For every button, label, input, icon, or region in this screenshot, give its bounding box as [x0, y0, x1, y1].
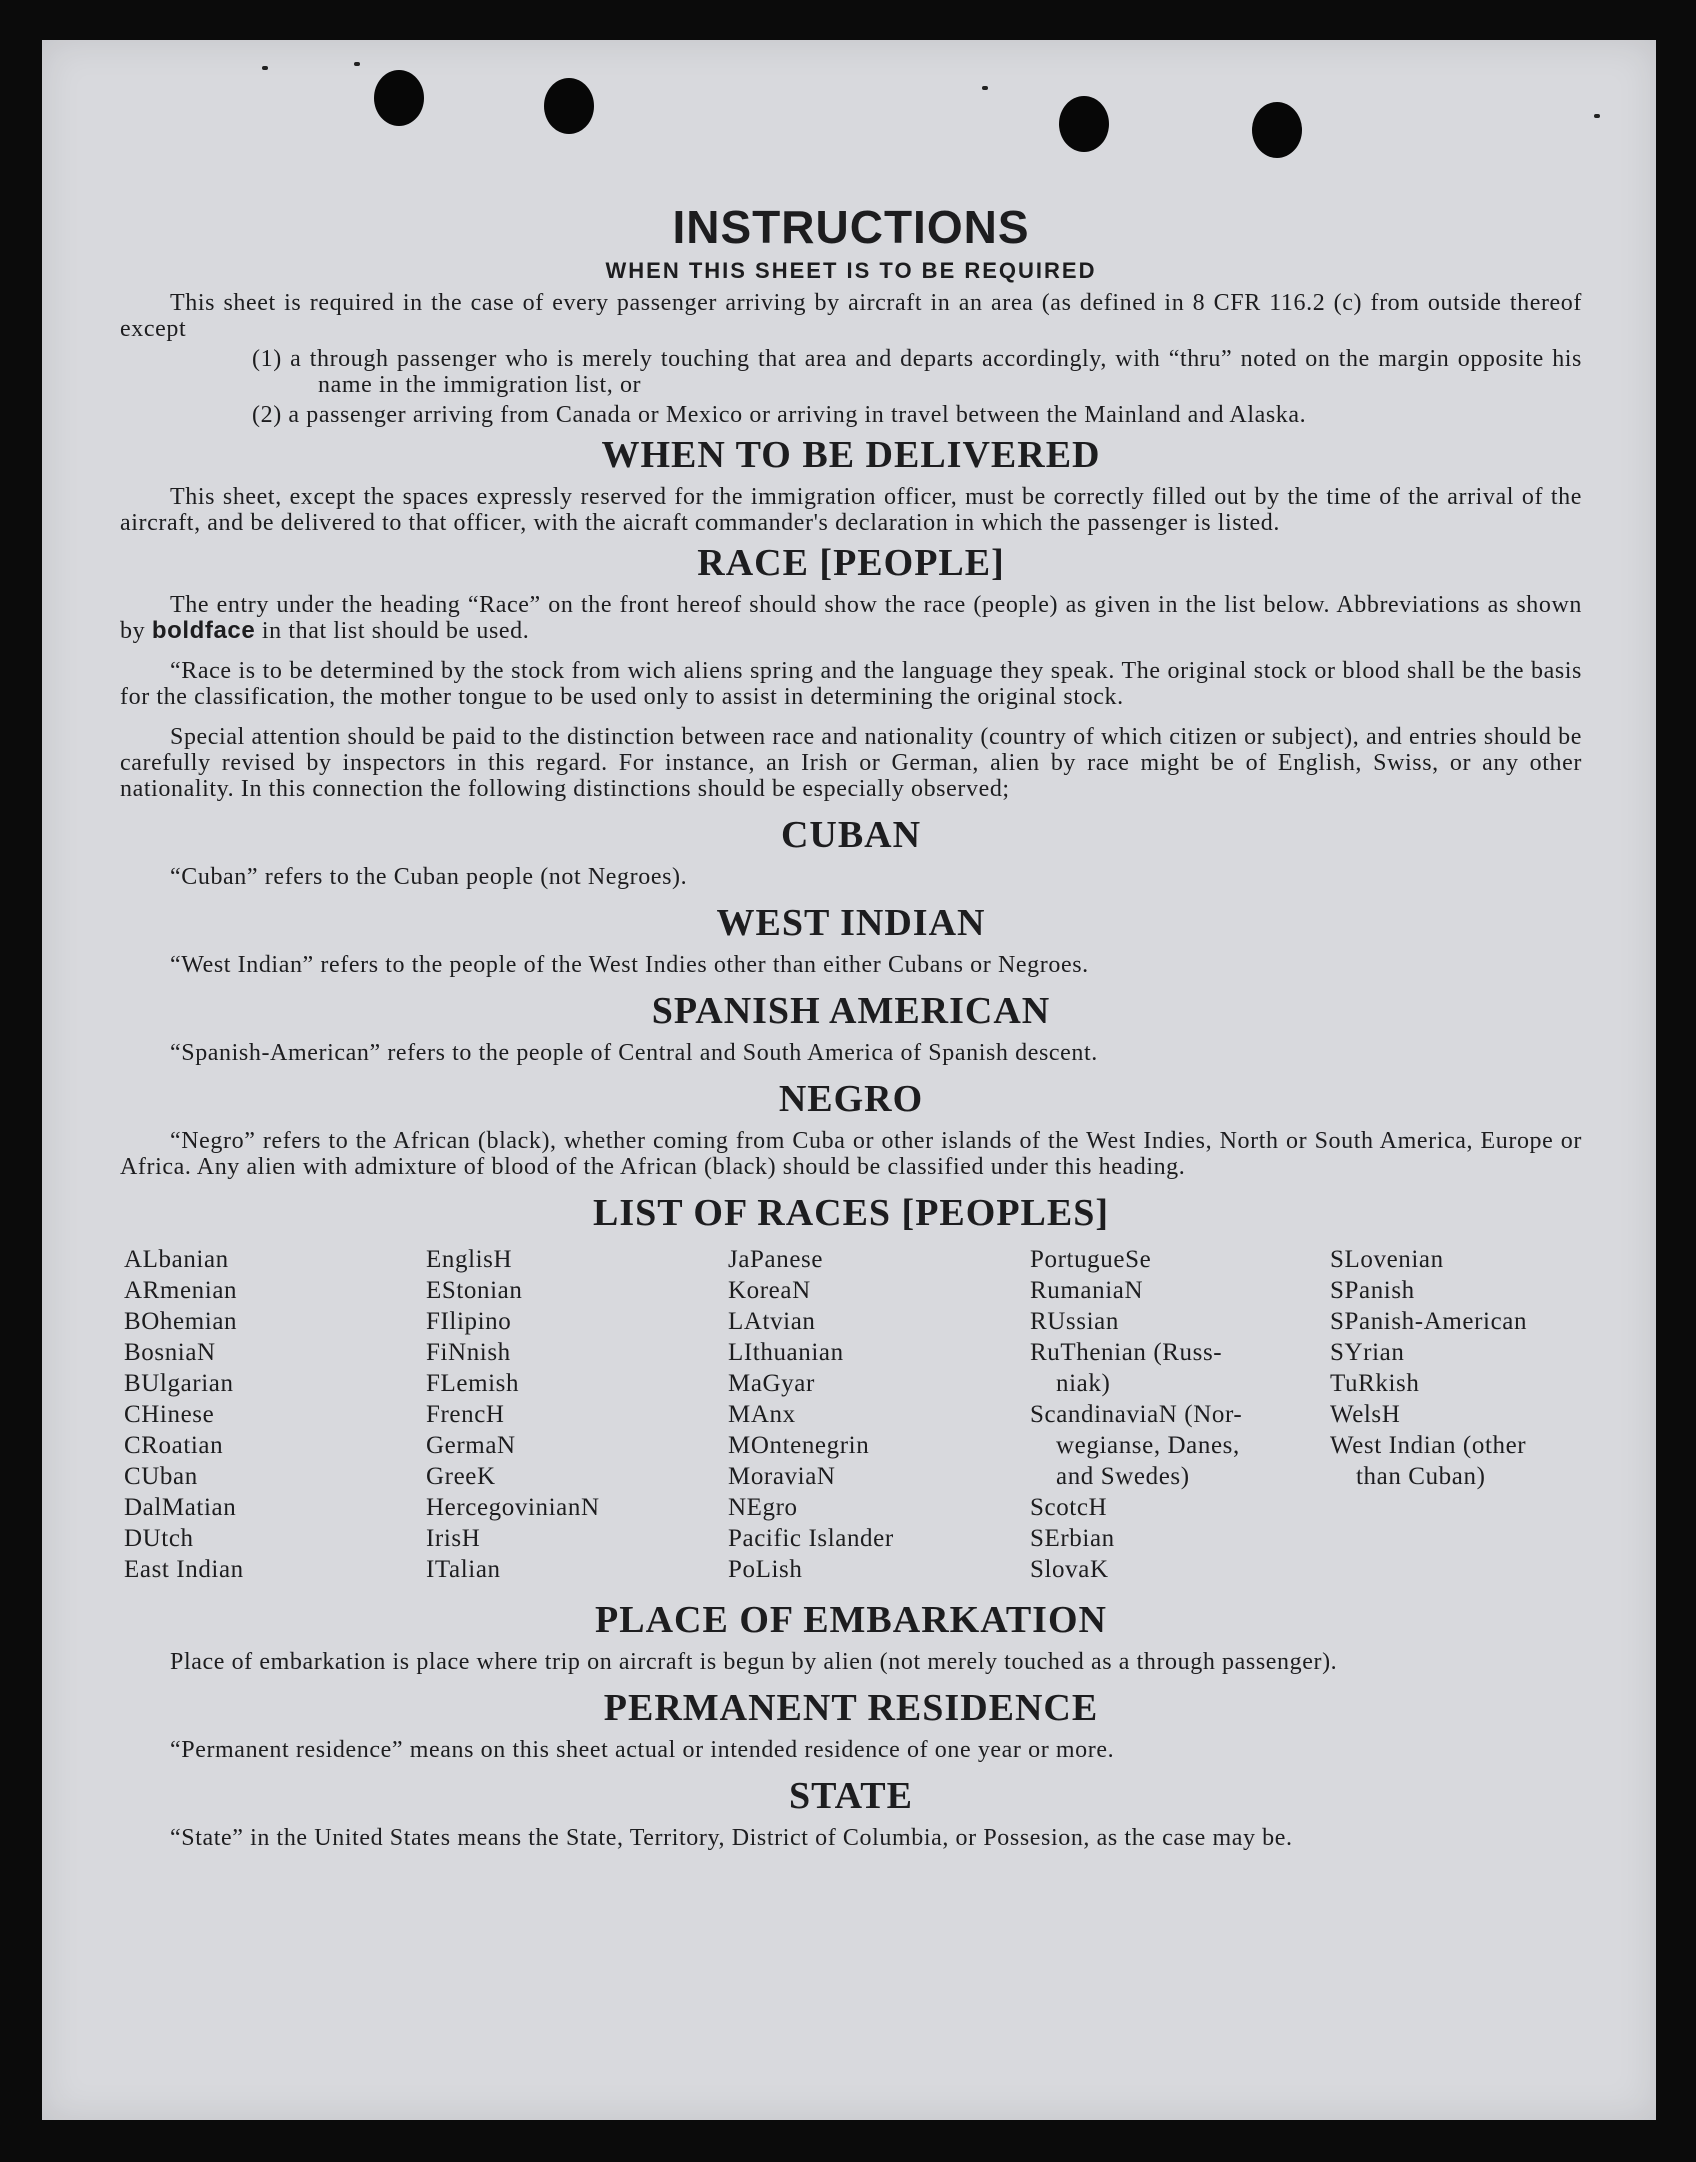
race-entry: CUban	[124, 1463, 198, 1490]
race-entry-continued: niak)	[1056, 1370, 1111, 1397]
negro-text: “Negro” refers to the African (black), whether coming from Cuba or other islands of the West Indies, North or South America, Europe or Africa. Any alien with admixture of blood of the African (black) should be classified under this heading.	[120, 1128, 1582, 1180]
section-heading-negro: NEGRO	[778, 1078, 924, 1120]
race-entry: LIthuanian	[728, 1339, 844, 1366]
race-entry: FiNnish	[426, 1339, 511, 1366]
race-entry: BOhemian	[124, 1308, 238, 1335]
document-page	[42, 40, 1656, 2120]
races-column-5	[1330, 1244, 1590, 1585]
race-paragraph-1	[120, 592, 1582, 644]
race-entry: CHinese	[124, 1401, 215, 1428]
race-entry: MoraviaN	[728, 1463, 836, 1490]
race-entry: KoreaN	[728, 1277, 811, 1304]
race-paragraph-3: Special attention should be paid to the distinction between race and nationality (country of which citizen or subject), and entries should be carefully revised by inspectors in this regard. For instance, an Irish or German, alien by race might be of English, Swiss, or any other nationality. In this connection the following distinctions should be especially observed;	[120, 724, 1582, 802]
race-entry: BUlgarian	[124, 1370, 234, 1397]
race-entry: FIlipino	[426, 1308, 512, 1335]
cuban-text: “Cuban” refers to the Cuban people (not Negroes).	[170, 864, 688, 890]
race-entry: GreeK	[426, 1463, 496, 1490]
races-column-2	[426, 1244, 728, 1585]
section-heading-races-list: LIST OF RACES [PEOPLES]	[592, 1192, 1110, 1234]
race-entry: ITalian	[426, 1556, 501, 1583]
race-entry: FLemish	[426, 1370, 520, 1397]
race-paragraph-2: “Race is to be determined by the stock from wich aliens spring and the language they speak. The original stock or blood shall be the basis for the classification, the mother tongue to be used only to assist in determining the original stock.	[120, 658, 1582, 710]
race-entry: MaGyar	[728, 1370, 815, 1397]
races-list	[124, 1244, 1582, 1585]
race-entry: ALbanian	[124, 1246, 229, 1273]
spanish-american-text: “Spanish-American” refers to the people of Central and South America of Spanish descent.	[170, 1040, 1098, 1066]
race-p1-text: The entry under the heading “Race” on the front hereof should show the race (people) as given in the list below. Abbreviations as shown by	[120, 592, 1582, 644]
race-entry: SErbian	[1030, 1525, 1115, 1552]
race-entry: RumaniaN	[1030, 1277, 1144, 1304]
embarkation-text: Place of embarkation is place where trip on aircraft is begun by alien (not merely touched as a through passenger).	[170, 1649, 1338, 1675]
race-entry: IrisH	[426, 1525, 481, 1552]
section-heading-delivered: WHEN TO BE DELIVERED	[601, 434, 1101, 476]
race-entry: JaPanese	[728, 1246, 824, 1273]
race-entry: PoLish	[728, 1556, 803, 1583]
race-entry-continued: and Swedes)	[1056, 1463, 1190, 1490]
race-entry: West Indian (other	[1330, 1432, 1527, 1459]
race-entry: GermaN	[426, 1432, 516, 1459]
ink-speck	[982, 86, 988, 90]
section-heading-embarkation: PLACE OF EMBARKATION	[595, 1599, 1107, 1641]
race-entry: ScotcH	[1030, 1494, 1108, 1521]
race-entry: CRoatian	[124, 1432, 224, 1459]
races-column-1	[124, 1244, 426, 1585]
race-entry: LAtvian	[728, 1308, 816, 1335]
race-entry: DUtch	[124, 1525, 194, 1552]
section-heading-race: RACE [PEOPLE]	[697, 542, 1005, 584]
race-entry: PortugueSe	[1030, 1246, 1152, 1273]
west-indian-text: “West Indian” refers to the people of the West Indies other than either Cubans or Negroes.	[170, 952, 1089, 978]
race-entry: SlovaK	[1030, 1556, 1109, 1583]
punch-hole	[544, 78, 594, 134]
page-subtitle: WHEN THIS SHEET IS TO BE REQUIRED	[605, 258, 1097, 283]
section-heading-state: STATE	[789, 1775, 913, 1817]
exception-item-2: (2) a passenger arriving from Canada or Mexico or arriving in travel between the Mainland and Alaska.	[252, 402, 1307, 428]
race-entry-continued: than Cuban)	[1356, 1463, 1486, 1490]
section-heading-cuban: CUBAN	[780, 814, 922, 856]
race-entry: EnglisH	[426, 1246, 513, 1273]
race-entry: HercegovinianN	[426, 1494, 600, 1521]
boldface-word: boldface	[151, 617, 256, 644]
race-entry: NEgro	[728, 1494, 798, 1521]
instructions-content	[120, 160, 1582, 1851]
punch-hole	[374, 70, 424, 126]
exception-item-1: (1) a through passenger who is merely touching that area and departs accordingly, with “thru” noted on the margin opposite his name in the immigration list, or	[252, 346, 1582, 398]
delivered-text: This sheet, except the spaces expressly reserved for the immigration officer, must be correctly filled out by the time of the arrival of the aircraft, and be delivered to that officer, with the aicraft commander's declaration in which the passenger is listed.	[120, 484, 1582, 536]
punch-hole	[1252, 102, 1302, 158]
page-title: INSTRUCTIONS	[672, 201, 1030, 253]
race-entry: BosniaN	[124, 1339, 216, 1366]
ink-speck	[1594, 114, 1600, 118]
punch-hole	[1059, 96, 1109, 152]
race-entry: ARmenian	[124, 1277, 238, 1304]
required-intro: This sheet is required in the case of every passenger arriving by aircraft in an area (as defined in 8 CFR 116.2 (c) from outside thereof except	[120, 290, 1582, 342]
race-entry: East Indian	[124, 1556, 244, 1583]
section-heading-spanish-american: SPANISH AMERICAN	[651, 990, 1051, 1032]
race-entry: MOntenegrin	[728, 1432, 870, 1459]
race-p1-text-end: in that list should be used.	[255, 618, 530, 644]
race-entry: TuRkish	[1330, 1370, 1420, 1397]
race-entry: SLovenian	[1330, 1246, 1444, 1273]
ink-speck	[354, 62, 360, 66]
race-entry: RuThenian (Russ-	[1030, 1339, 1223, 1366]
race-entry: Pacific Islander	[728, 1525, 894, 1552]
ink-speck	[262, 66, 268, 70]
races-column-3	[728, 1244, 1030, 1585]
race-entry: RUssian	[1030, 1308, 1119, 1335]
residence-text: “Permanent residence” means on this sheet actual or intended residence of one year or more.	[170, 1737, 1115, 1763]
section-heading-residence: PERMANENT RESIDENCE	[603, 1687, 1099, 1729]
race-entry: MAnx	[728, 1401, 796, 1428]
race-entry: SPanish-American	[1330, 1308, 1528, 1335]
race-entry: DalMatian	[124, 1494, 237, 1521]
race-entry: SYrian	[1330, 1339, 1405, 1366]
race-entry: FrencH	[426, 1401, 505, 1428]
state-text: “State” in the United States means the State, Territory, District of Columbia, or Possesion, as the case may be.	[170, 1825, 1293, 1851]
race-entry: SPanish	[1330, 1277, 1415, 1304]
section-heading-west-indian: WEST INDIAN	[716, 902, 986, 944]
race-entry: ScandinaviaN (Nor-	[1030, 1401, 1243, 1428]
race-entry: EStonian	[426, 1277, 523, 1304]
races-column-4	[1030, 1244, 1330, 1585]
race-entry: WelsH	[1330, 1401, 1401, 1428]
race-entry-continued: wegianse, Danes,	[1056, 1432, 1240, 1459]
